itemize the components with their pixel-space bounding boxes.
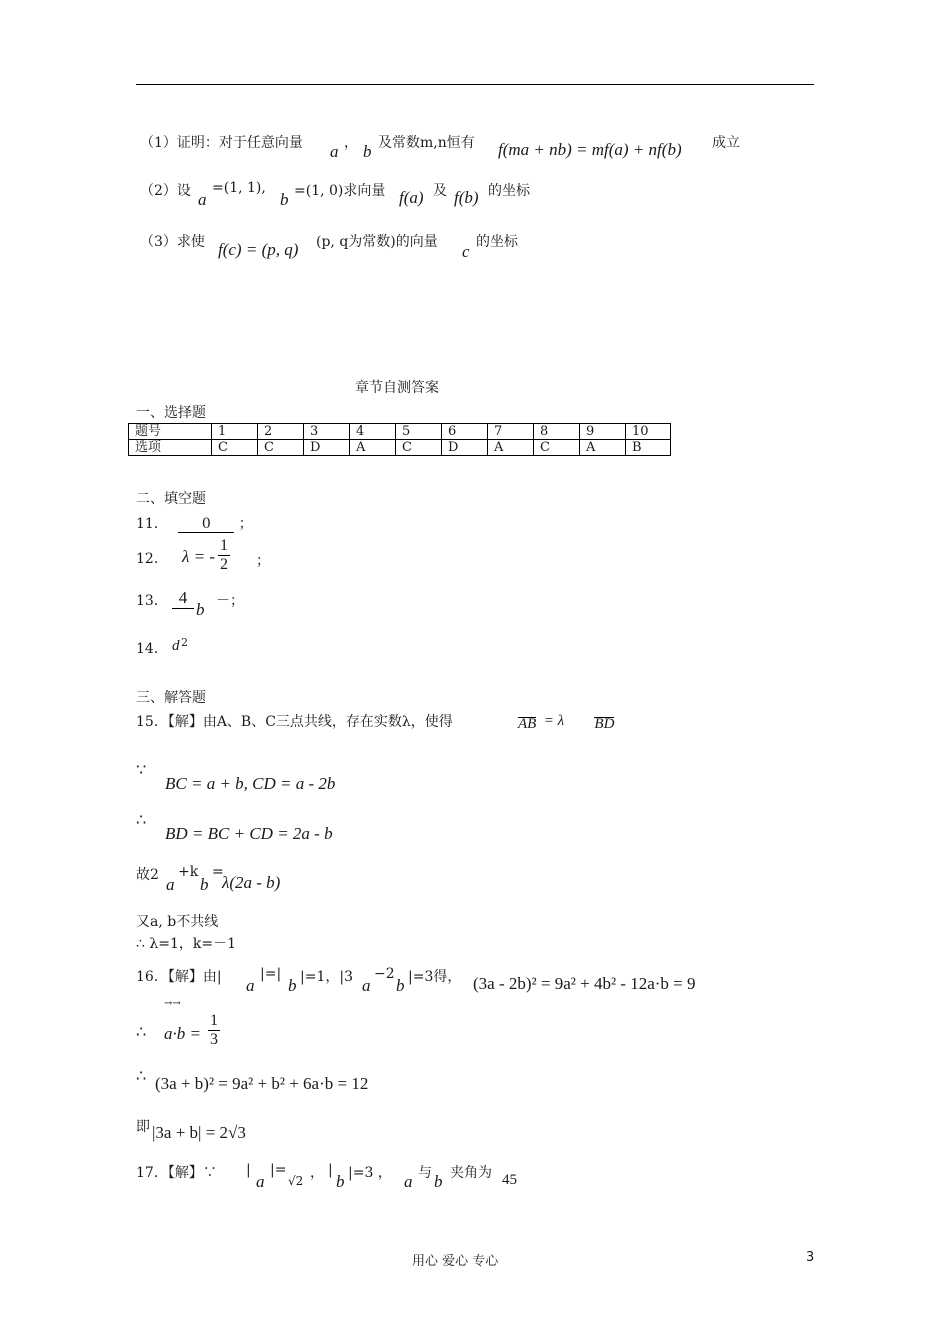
section-choice: 一、选择题: [136, 405, 206, 421]
answers-title: 章节自测答案: [355, 380, 439, 396]
vector-a: a: [330, 142, 339, 161]
table-row: 题号 1 2 3 4 5 6 7 8 9 10: [129, 424, 671, 440]
page-number: 3: [806, 1250, 815, 1265]
footer-motto: 用心 爱心 专心: [412, 1254, 499, 1269]
answer-16-head: 16．【解】由|: [136, 969, 222, 985]
header-rule: [136, 84, 814, 85]
answer-11: 11． 0 ；: [136, 516, 253, 532]
question-2: （2）设: [140, 183, 191, 199]
formula-linear: f(ma + nb) = mf(a) + nf(b): [498, 140, 682, 159]
answer-14: 14．: [136, 641, 168, 657]
eq-bc-cd: BC = a + b, CD = a - 2b: [165, 774, 336, 793]
eq-bd: BD = BC + CD = 2a - b: [165, 824, 333, 843]
question-3: （3）求使: [140, 234, 205, 250]
section-fill: 二、填空题: [136, 491, 206, 507]
vector-b: b: [363, 142, 372, 161]
fraction-third: $\frac{1}{3}$: [210, 1012, 218, 1048]
eq-abs: |3a + b| = 2√3: [152, 1123, 246, 1142]
fraction-half: $\frac{1}{2}$: [220, 537, 228, 573]
question-1: （1）证明：对于任意向量: [140, 135, 303, 151]
answer-15-head: 15．【解】由A、B、C三点共线，存在实数λ，使得: [136, 714, 453, 730]
eq-3a+b: (3a + b)² = 9a² + b² + 6a·b = 12: [155, 1074, 369, 1093]
answer-table: [128, 423, 671, 456]
table-row: 选项 C C D A C D A C A B: [129, 440, 671, 456]
section-solve: 三、解答题: [136, 690, 206, 706]
answer-12-num: 12．: [136, 551, 168, 567]
answer-13: 13．: [136, 593, 168, 609]
eq-3a-2b: (3a - 2b)² = 9a² + 4b² - 12a·b = 9: [473, 974, 696, 993]
answer-17-head: 17．【解】∵: [136, 1165, 217, 1181]
